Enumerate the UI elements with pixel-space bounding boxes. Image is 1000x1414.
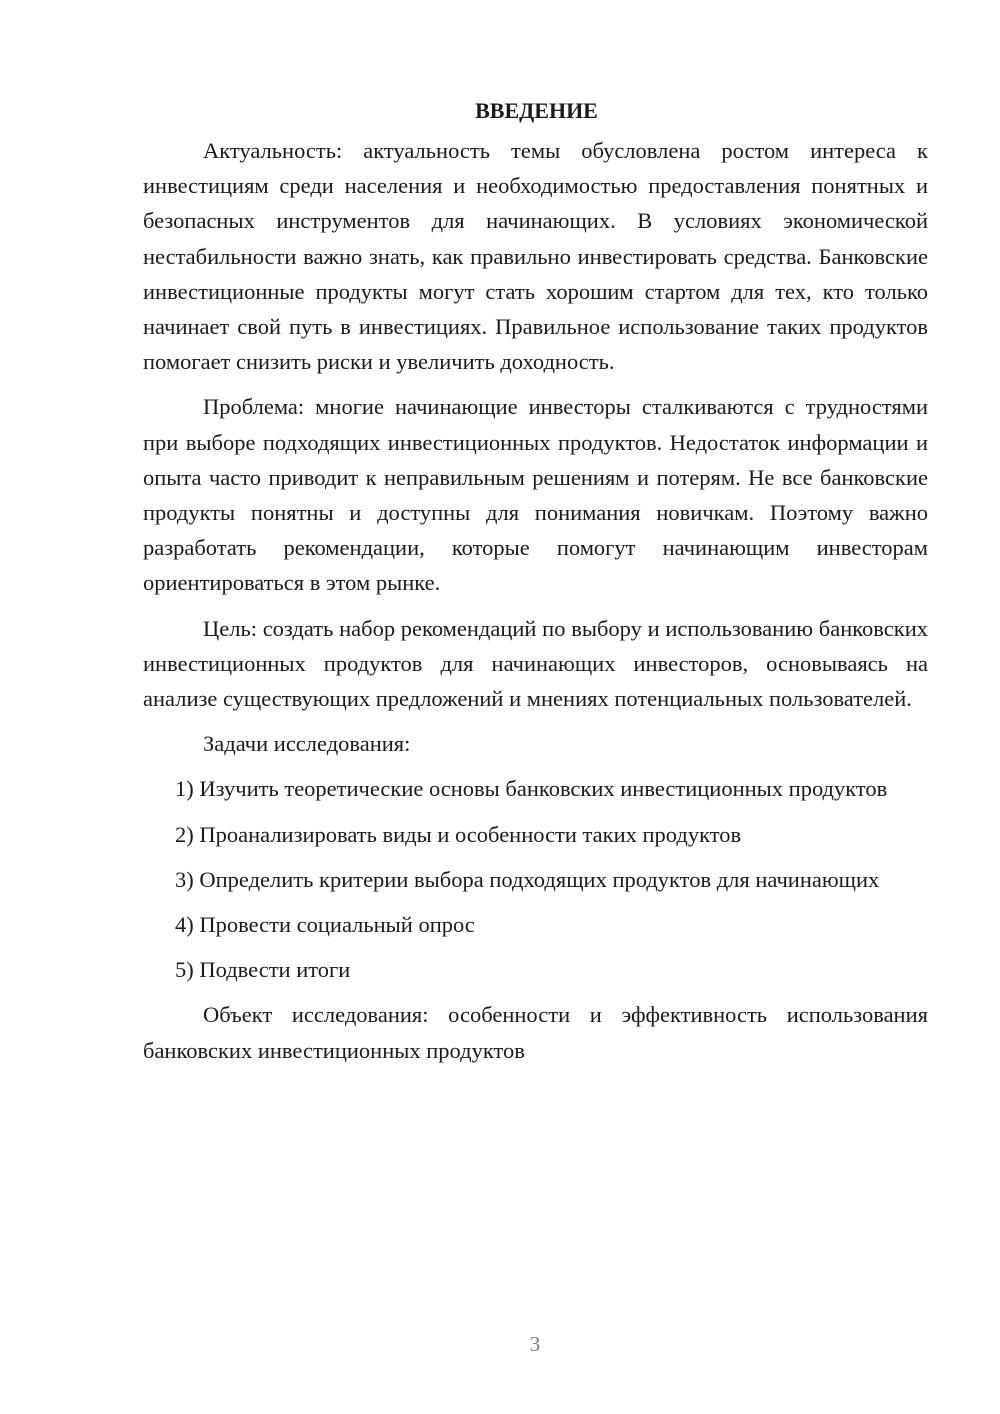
page-content	[143, 94, 928, 1068]
task-item-3: 3) Определить критерии выбора подходящих продуктов для начинающих	[175, 866, 880, 892]
problem-paragraph: Проблема: многие начинающие инвесторы сталкиваются с трудностями при выборе подходящих инвестиционных продуктов. Недостаток информации и опыта часто приводит к неправильным решениям и потерям. Не все банковские продукты понятны и доступны для понимания новичкам. Поэтому важно разработать рекомендации, которые помогут начинающим инвесторам ориентироваться в этом рынке.	[143, 394, 928, 596]
task-item-2: 2) Проанализировать виды и особенности таких продуктов	[175, 821, 742, 847]
goal-paragraph: Цель: создать набор рекомендаций по выбору и использованию банковских инвестиционных продуктов для начинающих инвесторов, основываясь на анализе существующих предложений и мнениях потенциальных пользователей.	[143, 615, 928, 712]
task-item-4: 4) Провести социальный опрос	[175, 912, 475, 938]
relevance-paragraph: Актуальность: актуальность темы обусловлена ростом интереса к инвестициям среди населения и необходимостью предоставления понятных и безопасных инструментов для начинающих. В условиях экономической нестабильности важно знать, как правильно инвестировать средства. Банковские инвестиционные продукты могут стать хорошим стартом для тех, кто только начинает свой путь в инвестициях. Правильное использование таких продуктов помогает снизить риски и увеличить доходность.	[143, 138, 928, 375]
object-paragraph: Объект исследования: особенности и эффективность использования банковских инвестиционных продуктов	[143, 1002, 928, 1063]
tasks-heading: Задачи исследования:	[203, 731, 411, 757]
task-item-5: 5) Подвести итоги	[175, 957, 351, 983]
section-heading: ВВЕДЕНИЕ	[475, 98, 598, 123]
page-number: 3	[529, 1332, 541, 1356]
task-item-1: 1) Изучить теоретические основы банковских инвестиционных продуктов	[175, 776, 888, 802]
